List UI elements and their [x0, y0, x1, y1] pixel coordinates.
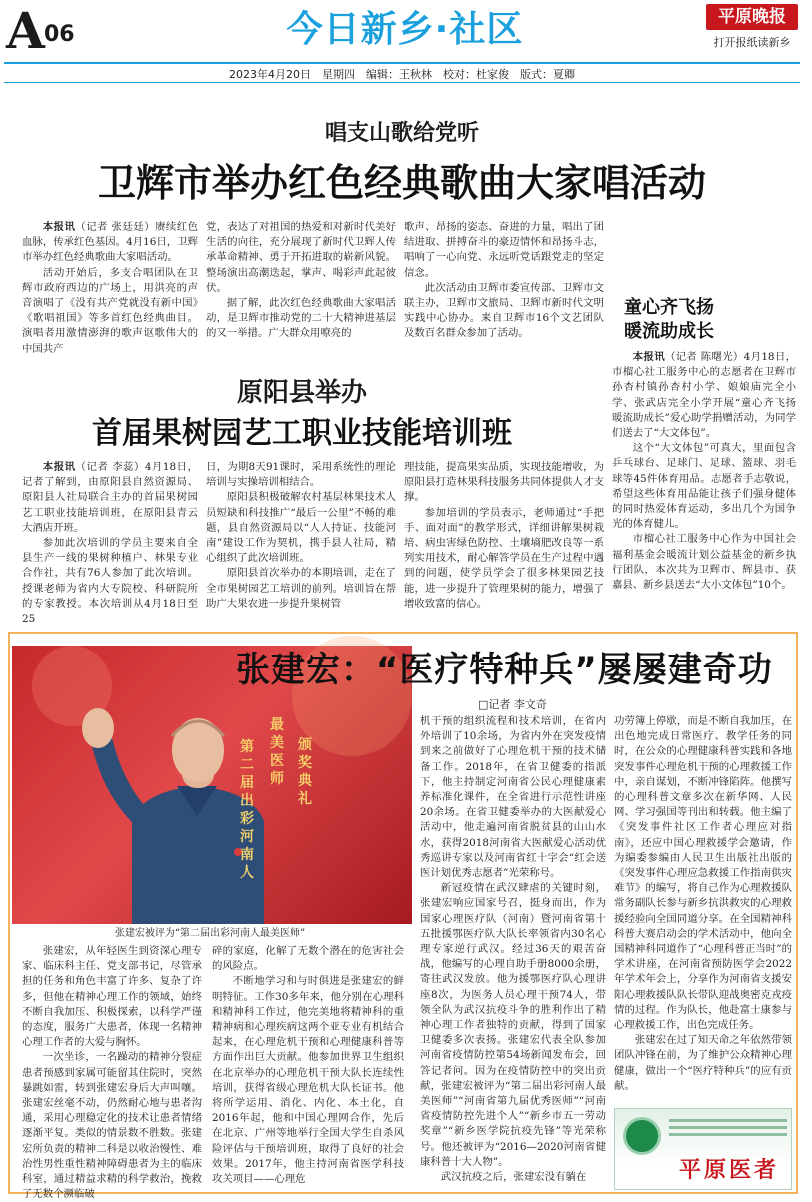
story2-column-1	[22, 460, 198, 626]
story2-headline: 首届果树园艺工职业技能培训班	[92, 416, 512, 451]
side-story-headline-2: 暖流助成长	[624, 321, 714, 342]
hospital-logo-icon	[623, 1117, 661, 1155]
feature-column-4	[614, 714, 792, 1102]
paragraph: 歌声、昂扬的姿态、奋进的力量，唱出了团结进取、拼搏奋斗的豪迈情怀和昂扬斗志，唱响了一心向党、永远听党话跟党走的坚定信念。	[404, 221, 604, 279]
byline-reporter: （记者 陈曙光）	[664, 351, 744, 363]
paragraph: 赓续红色血脉，传承红色基因。4月16日，卫辉市举办红色经典歌曲大家唱活动。	[22, 221, 199, 264]
byline-lead: 本报讯	[42, 221, 76, 233]
story2-kicker: 原阳县举办	[236, 378, 367, 408]
banner-text: 第二届出彩河南人	[240, 739, 254, 881]
story2-column-2	[206, 460, 396, 610]
paragraph: 4月18日，市榴心社工服务中心的志愿者在卫辉市孙杏村镇孙杏村小学、娘娘庙完全小学、张武店完全小学开展“童心齐飞扬 暖流助成长”爱心助学捐赠活动，为同学们送去了“大文体包”。	[612, 351, 796, 440]
page-letter: A	[6, 1, 45, 60]
paragraph: 新冠疫情在武汉肆虐的关键时刻，张建宏响应国家号召，挺身而出，作为国家心理医疗队（河南）暨河南省第十五批援鄂医疗队大队长率领省内30名心理专家逆行武汉。经过36天的艰苦奋战，他编写的心理自助手册8000余册，寄往武汉发放。他为援鄂医疗队心理讲座8次，为医务人员心理干预74人，带领全队为武汉抗疫斗争的胜利作出了精神心理工作者独特的贡献，得到了国家卫健委多次表扬。张建宏代表全队参加河南省疫情防控第54场新闻发布会，回答记者问。因为在疫情防控中的突出贡献，张建宏被评为“第二届出彩河南人最美医师”“河南省第九届优秀医师”“河南省疫情防控先进个人”“新乡市五一劳动奖章”“新乡医学院抗疫先锋”等光荣称号。他还被评为“2016—2020河南省健康科普十大人物”。	[420, 882, 606, 1168]
feature-byline: □记者 李文奇	[478, 698, 547, 711]
section-title: 今日新乡·社区	[286, 9, 524, 50]
paragraph: 参加此次培训的学员主要来自全县生产一线的果树种植户、林果专业合作社，共有76人参加了此次培训。授课老师为省内大专院校、科研院所的专家教授。本次培训从4月18日至25	[22, 537, 198, 626]
paragraph: 原阳县积极破解农村基层林果技术人员短缺和科技推广“最后一公里”不畅的难题，县自然资源局以“人人持证、技能河南”建设工作为契机，携手县人社局，精心组织了此次培训班。	[206, 491, 396, 565]
paragraph: 市榴心社工服务中心作为中国社会福利基金会暖流计划公益基金的新乡执行团队，本次共为卫辉市、辉县市、获嘉县、新乡县送去“大小文体包”10个。	[612, 533, 796, 592]
paragraph: 理技能，提高果实品质，实现技能增收，为原阳县打造林果科技服务共同体提供人才支撑。	[404, 461, 604, 504]
feature-column-2	[212, 944, 404, 1188]
paragraph: 活动开始后，多支合唱团队在卫辉市政府西边的广场上，用洪亮的声音演唱了《没有共产党就没有新中国》《歌唱祖国》等多首红色经典曲目。演唱者用激情澎湃的歌声讴歌伟大的中国共产	[22, 266, 198, 355]
logo-slogan: 打开报纸读新乡	[713, 36, 791, 49]
page-number: 06	[44, 22, 75, 47]
story1-column-3	[404, 220, 604, 372]
paragraph: 这个“大文体包”可真大，里面包含乒乓球台、足球门、足球、篮球、羽毛球等45件体育用品。志愿者手志敬说，希望这些体育用品能让孩子们强身健体的同时热爱体育运动，多出几个为国争光的体育健儿。	[612, 442, 796, 531]
paragraph: 4月18日，记者了解到，由原阳县自然资源局、原阳县人社局联合主办的首届果树园艺工职业技能培训班，在原阳县青云大酒店开班。	[22, 461, 198, 534]
logo-text: 平原晚报	[706, 4, 798, 30]
byline-reporter: （记者 李蕊）	[75, 461, 145, 473]
decorative-lines	[669, 1119, 787, 1147]
feature-column-1	[22, 944, 202, 1201]
paragraph: 机干预的组织流程和技术培训，在省内外培训了10余场，为省内外在突发疫情到来之前做好了心理危机干预的技术储备工作。2018年，在省卫健委的指派下，他主持制定河南省公民心理健康素养标准化课件，在全省进行示范性讲座20余场。在省卫健委举办的大医献爱心活动中，他走遍河南省脱贫县的山山水水，获得2018河南省大医献爱心活动优秀巡讲专家以及河南省红十字会“红会送医计划优秀志愿者”光荣称号。	[420, 715, 606, 880]
story1-headline: 卫辉市举办红色经典歌曲大家唱活动	[97, 161, 706, 205]
paragraph: 张建宏在过了知天命之年依然带领团队冲锋在前，为了维护公众精神心理健康，做出一个“医疗特种兵”的应有贡献。	[614, 1034, 792, 1092]
feature-column-3	[420, 714, 606, 1188]
photo-caption: 张建宏被评为“第二届出彩河南人最美医师”	[114, 928, 306, 939]
paragraph: 张建宏，从年轻医生到资深心理专家、临床科主任、党支部书记，尽管承担的任务和角色丰富了许多、复杂了许多，但他在精神心理工作的领域，始终不断自我加压、积极探索，以科学严谨的态度，服务广大患者，体现一名精神心理工作者的大爱与胸怀。	[22, 945, 202, 1049]
paragraph: 党，表达了对祖国的热爱和对新时代美好生活的向往，充分展现了新时代卫辉人传承革命精神、勇于开拓进取的崭新风貌。整场演出高潮迭起，掌声、喝彩声此起彼伏。	[206, 221, 396, 294]
story2-column-3	[404, 460, 604, 610]
paragraph: 据了解，此次红色经典歌曲大家唱活动，是卫辉市推动党的二十大精神进基层的又一举措。广大群众用嘹亮的	[206, 297, 396, 340]
paragraph: 功劳簿上停歇，而是不断自我加压，在出色地完成日常医疗、教学任务的同时，在公众的心理健康科普实践和各地突发事件心理危机干预的心理救援工作中，亲自谋划，不断冲锋陷阵。他撰写的心理科普文章多次在新华网、人民网、学习强国等刊出和转载。他主编了《突发事件社区工作者心理应对指南》，还应中国心理救援学会邀请，作为编委参编由人民卫生出版社出版的《突发事件心理应急救援工作指南供灾难节》的编写，将自己作为心理救援队常务副队长参与新乡抗洪救灾的心理救援经验向全国同道分享。在全国精神科科普大赛启动会的学术活动中，他向全国精神科同道作了“心理科普正当时”的学术讲座，在河南省预防医学会2022年学术年会上，分享作为河南省支援安阳心理救援队队长带队迎战奥密克戎疫情的过程。作为队长，他赴富士康参与心理救援工作，出色完成任务。	[614, 715, 792, 1032]
paragraph: 一次坐诊，一名躁动的精神分裂症患者预感到家属可能留其住院时，突然暴跳如雷，转到张建宏身后大声叫嚷。张建宏丝毫不动，仍然耐心地与患者沟通，采用心理稳定化的技术让患者情绪逐渐平复。类似的情景数不胜数。张建宏所负责的精神二科是以收治慢性、难治性男性重性精神障碍患者为主的临床科室，通过精益求精的科学救治，挽救了无数个濒临破	[22, 1051, 202, 1201]
paragraph: 此次活动由卫辉市委宣传部、卫辉市文联主办，卫辉市文旅局、卫辉市新时代文明实践中心协办。来自卫辉市16个文艺团队及数百名群众参加了活动。	[404, 281, 604, 340]
side-story-headline-1: 童心齐飞扬	[624, 297, 714, 318]
banner-text: 最美医师	[270, 717, 284, 787]
paragraph: 武汉抗疫之后，张建宏没有躺在	[440, 1171, 587, 1184]
newspaper-logo	[706, 4, 798, 56]
paragraph: 原阳县首次举办的本期培训，走在了全市果树园艺工培训的前列。培训旨在帮助广大果农进一步提升果树管	[206, 567, 396, 610]
column-ad	[614, 1108, 792, 1190]
story1-column-1	[22, 220, 198, 372]
masthead	[0, 0, 804, 62]
paragraph: 碎的家庭，化解了无数个潜在的危害社会的风险点。	[212, 945, 404, 973]
masthead-rule	[4, 62, 800, 64]
feature-headline: 张建宏：“医疗特种兵”屡屡建奇功	[236, 650, 773, 690]
story1-column-2	[206, 220, 396, 372]
paragraph: 不断地学习和与时俱进是张建宏的鲜明特征。工作30多年来，他分别在心理科和精神科工作过，他完美地将精神科的重精神病和心理疾病这两个亚专业有机结合起来，在心理危机干预和心理健康科普等方面作出巨大贡献。他参加世界卫生组织在北京举办的心理危机干预大队长连续性培训，获得省级心理危机大队长证书。他将所学运用、消化、内化、本土化，自2016年起，他和中国心理网合作，先后在北京、广州等地举行全国大学生自杀风险评估与干预培训班，取得了良好的社会效果。2017年，他主持河南省医学科技攻关项目——心理危	[212, 975, 404, 1186]
date-line: 2023年4月20日 星期四 编辑：王秋林 校对：杜家俊 版式：夏卿	[229, 68, 575, 81]
byline-reporter: （记者 张廷廷）	[75, 221, 156, 233]
ad-title: 平原医者	[679, 1158, 780, 1183]
byline-lead: 本报讯	[632, 351, 665, 363]
paragraph: 参加培训的学员表示，老师通过“手把手、面对面”的教学形式，详细讲解果树栽培、病虫害绿色防控、土壤墒肥改良等一系列实用技术，耐心解答学员在生产过程中遇到的问题，使学员学会了很多林果园艺技能，进一步提升了管理果树的能力，增强了增收致富的信心。	[404, 506, 604, 610]
date-rule	[4, 82, 800, 83]
paragraph: 日，为期8天91课时，采用系统性的理论培训与实操培训相结合。	[206, 461, 396, 489]
banner-text: 颁奖典礼	[298, 737, 312, 807]
story1-kicker: 唱支山歌给党听	[324, 121, 479, 146]
byline-lead: 本报讯	[42, 461, 76, 473]
